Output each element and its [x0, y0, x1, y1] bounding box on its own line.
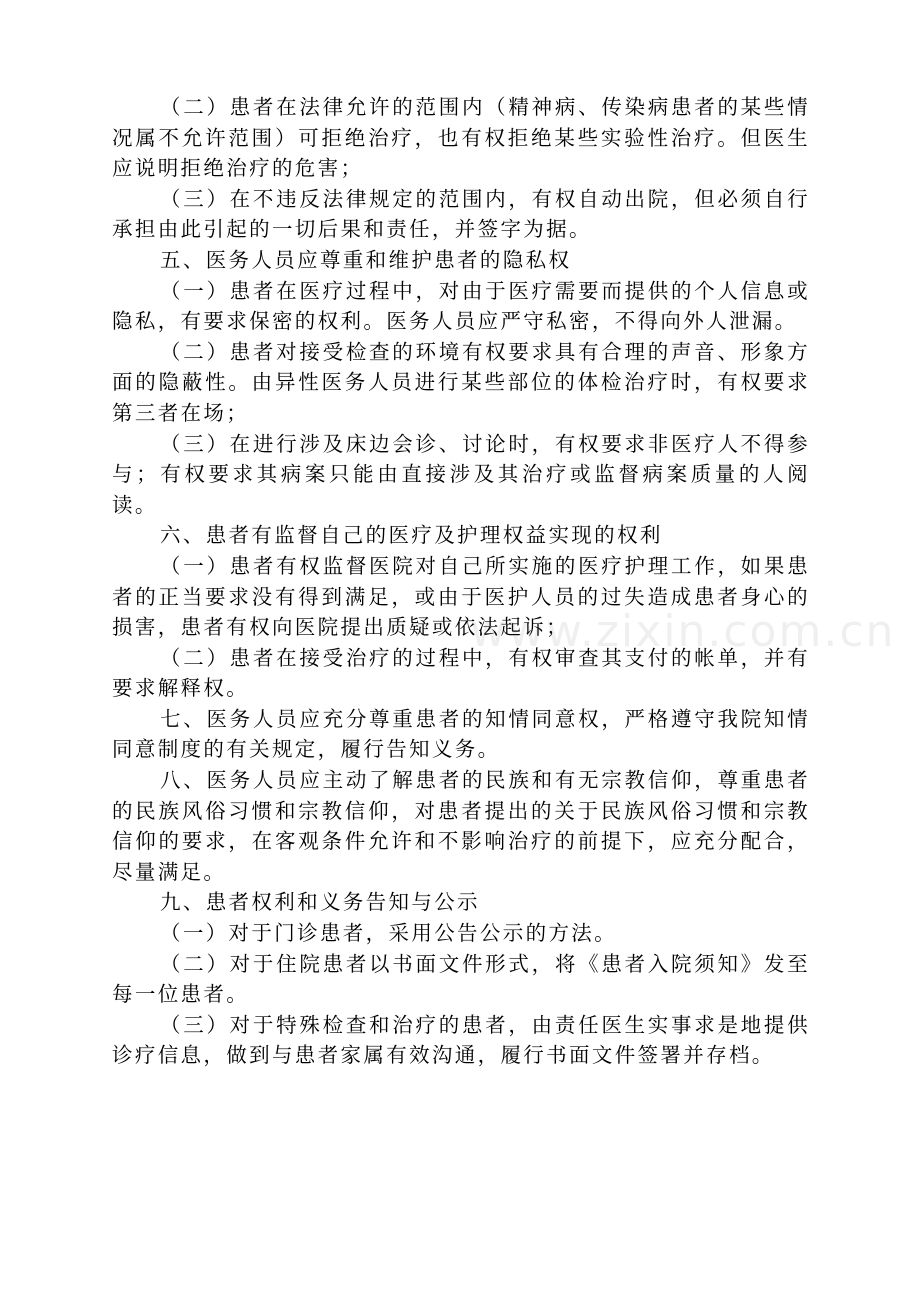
- section-heading: 八、医务人员应主动了解患者的民族和有无宗教信仰，尊重患者的民族风俗习惯和宗教信仰，对患者提出的关于民族风俗习惯和宗教信仰的要求，在客观条件允许和不影响治疗的前提下，应充分配合，尽量满足。: [112, 768, 810, 884]
- section-heading: 六、患者有监督自己的医疗及护理权益实现的权利: [160, 523, 663, 548]
- paragraph: （一）对于门诊患者，采用公告公示的方法。: [160, 921, 617, 946]
- paragraph: （一）患者有权监督医院对自己所实施的医疗护理工作，如果患者的正当要求没有得到满足，或由于医护人员的过失造成患者身心的损害，患者有权向医院提出质疑或依法起诉；: [112, 553, 810, 640]
- section-heading: 五、医务人员应尊重和维护患者的隐私权: [160, 247, 572, 272]
- paragraph: （三）对于特殊检查和治疗的患者，由责任医生实事求是地提供诊疗信息，做到与患者家属有效沟通，履行书面文件签署并存档。: [112, 1012, 810, 1068]
- paragraph: （三）在进行涉及床边会诊、讨论时，有权要求非医疗人不得参与；有权要求其病案只能由直接涉及其治疗或监督病案质量的人阅读。: [112, 431, 810, 517]
- paragraph: （二）患者在接受治疗的过程中，有权审查其支付的帐单，并有要求解释权。: [112, 645, 810, 701]
- paragraph: （二）患者对接受检查的环境有权要求具有合理的声音、形象方面的隐蔽性。由异性医务人员进行某些部位的体检治疗时，有权要求第三者在场；: [112, 339, 810, 425]
- paragraph: （二）对于住院患者以书面文件形式，将《患者入院须知》发至每一位患者。: [112, 951, 810, 1007]
- paragraph: （二）患者在法律允许的范围内（精神病、传染病患者的某些情况属不允许范围）可拒绝治疗，也有权拒绝某些实验性治疗。但医生应说明拒绝治疗的危害；: [112, 95, 810, 181]
- watermark: www.zixin.com.cn: [470, 606, 896, 657]
- section-heading: 九、患者权利和义务告知与公示: [160, 890, 480, 915]
- paragraph: （三）在不违反法律规定的范围内，有权自动出院，但必须自行承担由此引起的一切后果和责任，并签字为据。: [112, 186, 810, 242]
- paragraph: （一）患者在医疗过程中，对由于医疗需要而提供的个人信息或隐私，有要求保密的权利。医务人员应严守私密，不得向外人泄漏。: [112, 278, 810, 334]
- document-body: [112, 92, 810, 1071]
- section-heading: 七、医务人员应充分尊重患者的知情同意权，严格遵守我院知情同意制度的有关规定，履行告知义务。: [112, 706, 810, 762]
